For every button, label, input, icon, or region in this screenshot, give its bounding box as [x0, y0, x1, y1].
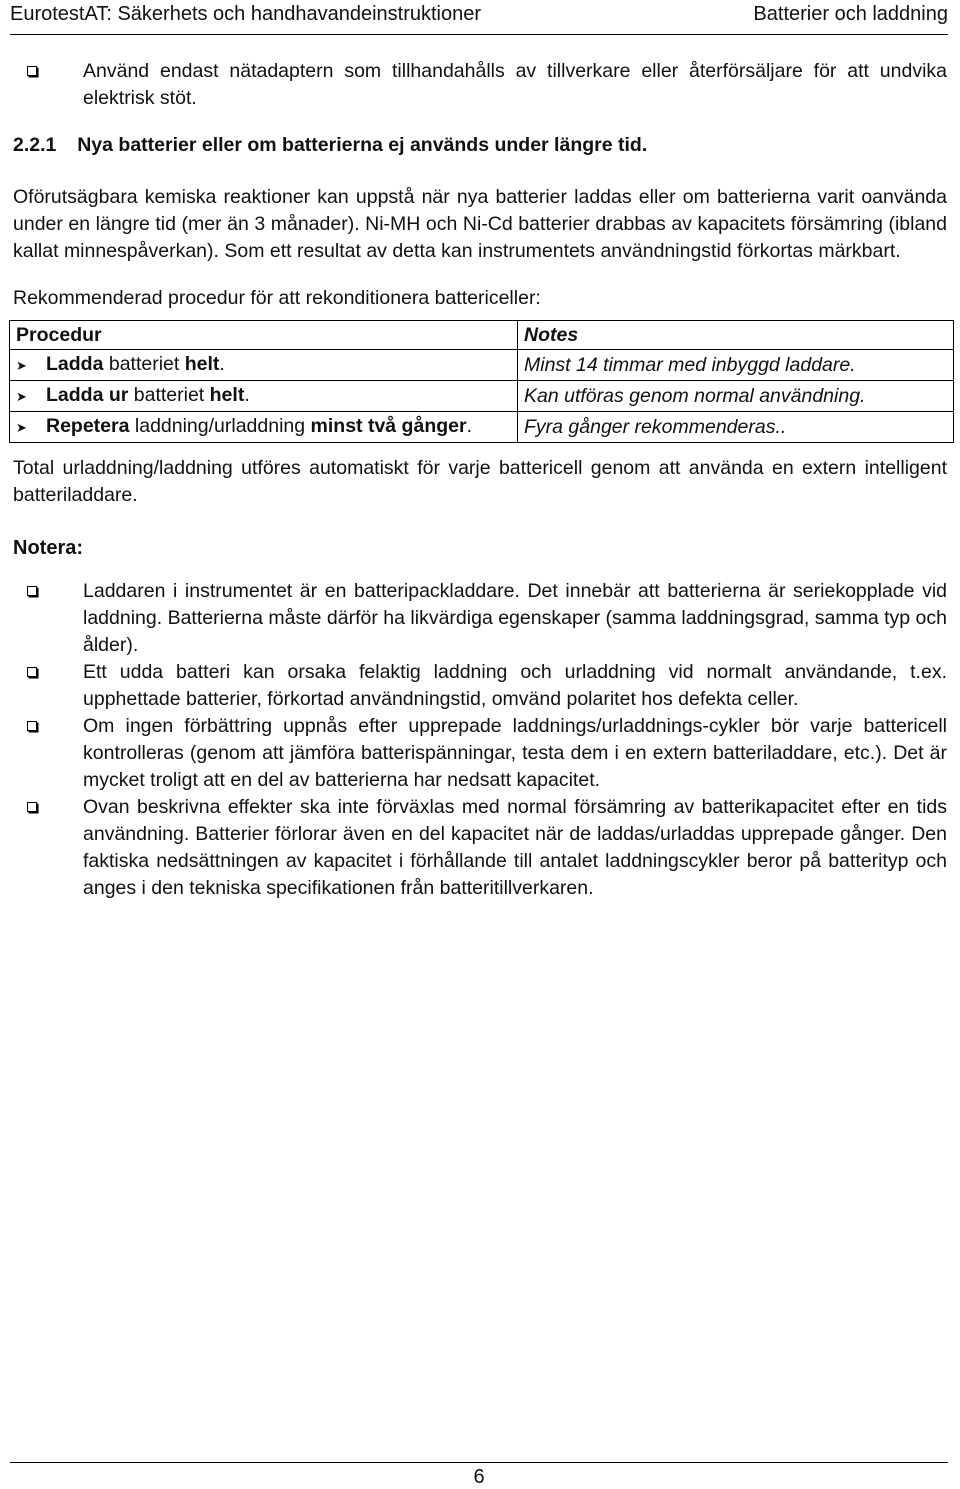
header-section: Batterier och laddning	[753, 3, 948, 25]
list-item-text: Ett udda batteri kan orsaka felaktig laddning och urladdning vid normalt användande, t.ex. upphettade batterier, förkortad användningstid, omvänd polaritet hos defekta celler.	[83, 661, 947, 710]
list-item	[13, 794, 947, 902]
procedure-emphasis: helt	[184, 353, 220, 375]
note-cell: Fyra gånger rekommenderas..	[518, 412, 954, 443]
table-header-row	[10, 321, 954, 350]
list-item-text: Om ingen förbättring uppnås efter upprepade laddnings/urladdnings-cykler bör varje battericell kontrolleras (genom att jämföra batterispänningar, testa dem i en extern batteriladdare, etc.). Det är mycket troligt att en del av batterierna har nedsatt kapacitet.	[83, 715, 947, 791]
list-item	[13, 578, 947, 659]
note-cell: Minst 14 timmar med inbyggd laddare.	[518, 350, 954, 381]
arrow-bullet-icon: ➤	[16, 389, 27, 404]
paragraph: Total urladdning/laddning utföres automatiskt för varje battericell genom att använda en extern intelligent batteriladdare.	[13, 457, 947, 506]
procedure-action: Ladda ur	[46, 384, 129, 406]
page-content	[13, 58, 947, 902]
procedure-action: Ladda	[46, 353, 104, 375]
procedure-table	[9, 320, 954, 443]
arrow-bullet-icon: ➤	[16, 420, 27, 435]
note-heading: Notera:	[13, 537, 84, 559]
procedure-punct: .	[244, 384, 250, 406]
procedure-text: batteriet	[128, 384, 210, 406]
list-item	[13, 659, 947, 713]
procedure-cell	[10, 350, 518, 381]
procedure-punct: .	[466, 415, 472, 437]
table-row	[10, 381, 954, 412]
checkbox-bullet-icon	[27, 802, 37, 812]
list-item	[13, 58, 947, 112]
list-item-text: Använd endast nätadaptern som tillhandahålls av tillverkare eller återförsäljare för att undvika elektrisk stöt.	[83, 60, 947, 109]
table-row	[10, 350, 954, 381]
procedure-text: batteriet	[103, 353, 185, 375]
section-number: 2.2.1	[13, 134, 57, 156]
procedure-emphasis: helt	[209, 384, 245, 406]
table-row	[10, 412, 954, 443]
header-title: EurotestAT: Säkerhets och handhavandeinstruktioner	[10, 3, 482, 25]
page-number: 6	[473, 1466, 485, 1488]
procedure-text: laddning/urladdning	[129, 415, 311, 437]
checkbox-bullet-icon	[27, 721, 37, 731]
procedure-cell	[10, 412, 518, 443]
procedure-emphasis: minst två gånger	[310, 415, 467, 437]
checkbox-bullet-icon	[27, 667, 37, 677]
procedure-action: Repetera	[46, 415, 130, 437]
procedure-cell	[10, 381, 518, 412]
section-title: Nya batterier eller om batterierna ej används under längre tid.	[77, 134, 648, 156]
arrow-bullet-icon: ➤	[16, 358, 27, 373]
note-cell: Kan utföras genom normal användning.	[518, 381, 954, 412]
section-heading	[13, 132, 947, 159]
page-header	[10, 0, 948, 35]
paragraph: Rekommenderad procedur för att rekonditionera battericeller:	[13, 287, 541, 309]
list-item	[13, 713, 947, 794]
paragraph: Oförutsägbara kemiska reaktioner kan uppstå när nya batterier laddas eller om batterierna varit oanvända under en längre tid (mer än 3 månader). Ni-MH och Ni-Cd batterier drabbas av kapacitets försämring (ibland kallat minnespåverkan). Som ett resultat av detta kan instrumentets användningstid förkortas märkbart.	[13, 186, 947, 262]
checkbox-bullet-icon	[27, 66, 37, 76]
column-header-procedure: Procedur	[10, 321, 518, 350]
procedure-punct: .	[219, 353, 225, 375]
page-footer	[10, 1462, 948, 1489]
list-item-text: Laddaren i instrumentet är en batteripackladdare. Det innebär att batterierna är seriekopplade vid laddning. Batterierna måste därför ha likvärdiga egenskaper (samma laddningsgrad, samma typ och ålder).	[83, 580, 947, 656]
list-item-text: Ovan beskrivna effekter ska inte förväxlas med normal försämring av batterikapacitet efter en tids användning. Batterier förlorar även en del kapacitet när de laddas/urladdas upprepade gånger. Den faktiska nedsättningen av kapacitet i förhållande till antalet laddningscykler beror på batterityp och anges i den tekniska specifikationen från batteritillverkaren.	[83, 796, 947, 899]
checkbox-bullet-icon	[27, 586, 37, 596]
column-header-notes: Notes	[518, 321, 954, 350]
